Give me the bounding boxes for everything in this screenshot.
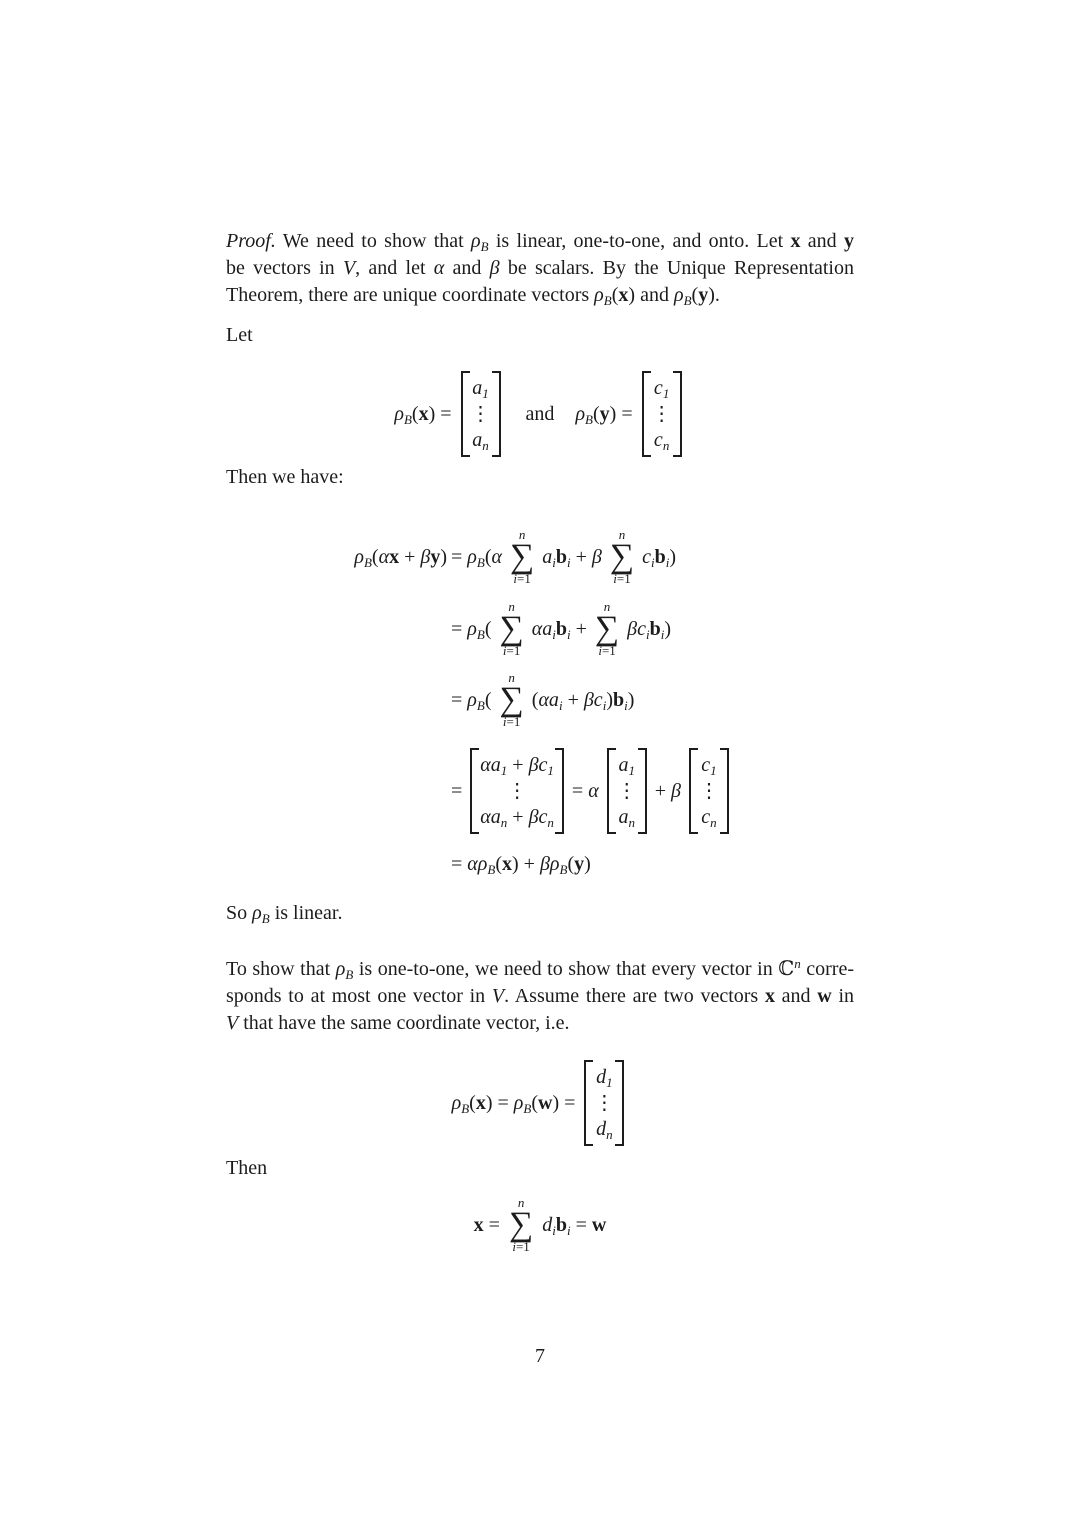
math-segment: = $\rho_B$( <box>451 688 492 713</box>
matrix-entry: $d_n$ <box>596 1118 613 1142</box>
math-segment: x = <box>473 1213 500 1236</box>
math-segment: $(\alpha a_i + \beta c_i)b_i$) <box>531 688 635 713</box>
math-segment: = $\rho_B(\alpha$ <box>451 545 503 570</box>
text-line: V that have the same coordinate vector, i.e. <box>226 1012 570 1034</box>
proof-paragraph <box>226 228 854 309</box>
sum-lower-limit: i=1 <box>512 1239 530 1254</box>
lhs-expression: $\rho_B(\alpha x + \beta y)$ <box>354 545 447 570</box>
vertical-dots-icon: ⋮ <box>698 780 719 802</box>
derivation-row-2 <box>226 600 854 658</box>
one-to-one-paragraph <box>226 956 854 1037</box>
math-segment: = α <box>571 779 599 802</box>
sigma-icon: ∑ <box>499 681 524 718</box>
then-we-have-label: Then we have: <box>226 466 344 488</box>
rho-b-x-equals: $\rho_B(x)$ = <box>394 402 452 427</box>
equals-sign: = <box>451 779 463 802</box>
so-linear-label: So $\rho_B$ is linear. <box>226 902 343 926</box>
matrix-entry: $\alpha a_1 + \beta c_1$ <box>480 754 554 778</box>
x-equals-w-equation <box>226 1196 854 1254</box>
matrix-c <box>642 371 682 457</box>
sigma-icon: ∑ <box>609 538 635 575</box>
sum-upper-limit: n <box>508 599 515 614</box>
sum-lower-limit: i=1 <box>613 571 631 586</box>
derivation-block <box>226 528 854 878</box>
and-word: and <box>525 402 555 425</box>
vertical-dots-icon: ⋮ <box>470 403 491 425</box>
matrix-entry: $a_1$ <box>618 754 635 778</box>
page-number: 7 <box>535 1345 545 1367</box>
coordinate-equality-equation <box>226 1060 854 1146</box>
matrix-entry: $c_n$ <box>701 806 717 830</box>
let-label: Let <box>226 324 253 346</box>
math-segment: $\beta c_ib_i$) <box>627 617 672 642</box>
sum-upper-limit: n <box>508 670 515 685</box>
matrix-c <box>689 748 729 834</box>
text-line: be vectors in V, and let α and β be scalars. By the Unique Representation <box>226 257 854 279</box>
matrix-entry: $a_n$ <box>472 429 489 453</box>
coordinate-vectors-equation <box>226 371 854 457</box>
text-line: To show that $\rho_B$ is one-to-one, we need to show that every vector in ℂ$^n$ corre- <box>226 956 854 982</box>
math-segment: = $\alpha\rho_B(x) + \beta\rho_B(y)$ <box>451 853 591 877</box>
sigma-icon: ∑ <box>510 538 535 575</box>
sigma-icon: ∑ <box>508 1206 534 1243</box>
rho-b-x-w-equals: $\rho_B(x) = \rho_B(w)$ = <box>451 1091 576 1116</box>
sigma-icon: ∑ <box>499 610 524 647</box>
summation <box>500 671 524 729</box>
derivation-row-5 <box>226 851 854 878</box>
math-segment: $\alpha a_ib_i$ + <box>531 617 587 642</box>
text-line: Theorem, there are unique coordinate vectors $\rho_B(x)$ and $\rho_B(y)$. <box>226 284 720 308</box>
vertical-dots-icon: ⋮ <box>507 780 528 802</box>
matrix-entry: $c_1$ <box>701 754 717 778</box>
sum-upper-limit: n <box>603 599 611 614</box>
matrix-combined <box>470 748 564 834</box>
sum-lower-limit: i=1 <box>598 643 616 658</box>
math-segment: + β <box>654 779 681 802</box>
matrix-a <box>461 371 501 457</box>
summation <box>509 1196 533 1254</box>
sigma-icon: ∑ <box>594 610 620 647</box>
matrix-entry: $a_n$ <box>618 806 635 830</box>
summation <box>500 600 524 658</box>
matrix-entry: $\alpha a_n + \beta c_n$ <box>480 806 554 830</box>
sum-upper-limit: n <box>518 527 526 542</box>
summation <box>510 528 534 586</box>
sum-upper-limit: n <box>618 527 626 542</box>
rho-b-y-equals: $\rho_B(y)$ = <box>575 402 633 427</box>
derivation-row-4 <box>226 748 854 834</box>
sum-lower-limit: i=1 <box>502 714 521 729</box>
matrix-entry: $d_1$ <box>596 1066 613 1090</box>
matrix-a <box>607 748 647 834</box>
proof-content <box>226 228 854 1254</box>
vertical-dots-icon: ⋮ <box>651 403 672 425</box>
summation <box>610 528 634 586</box>
sum-upper-limit: n <box>517 1195 525 1210</box>
sum-lower-limit: i=1 <box>502 643 521 658</box>
vertical-dots-icon: ⋮ <box>616 780 637 802</box>
summation <box>595 600 619 658</box>
math-segment: = $\rho_B$( <box>451 617 492 642</box>
derivation-row-1 <box>226 528 854 586</box>
vertical-dots-icon: ⋮ <box>594 1092 615 1114</box>
sum-lower-limit: i=1 <box>513 571 531 586</box>
derivation-row-3 <box>226 671 854 729</box>
row-lhs <box>226 544 447 571</box>
matrix-d <box>584 1060 624 1146</box>
math-segment: $a_ib_i + \beta$ <box>542 545 602 570</box>
matrix-entry: $c_1$ <box>653 377 670 401</box>
text-line: sponds to at most one vector in V. Assume there are two vectors x and w in <box>226 985 854 1007</box>
matrix-entry: $c_n$ <box>653 429 670 453</box>
matrix-entry: $a_1$ <box>472 377 489 401</box>
math-segment: $c_ib_i$) <box>642 545 677 570</box>
text-line: Proof. We need to show that $\rho_B$ is linear, one-to-one, and onto. Let x and y <box>226 230 854 254</box>
then-label: Then <box>226 1157 268 1179</box>
math-segment: $d_ib_i = w$ <box>542 1213 607 1238</box>
